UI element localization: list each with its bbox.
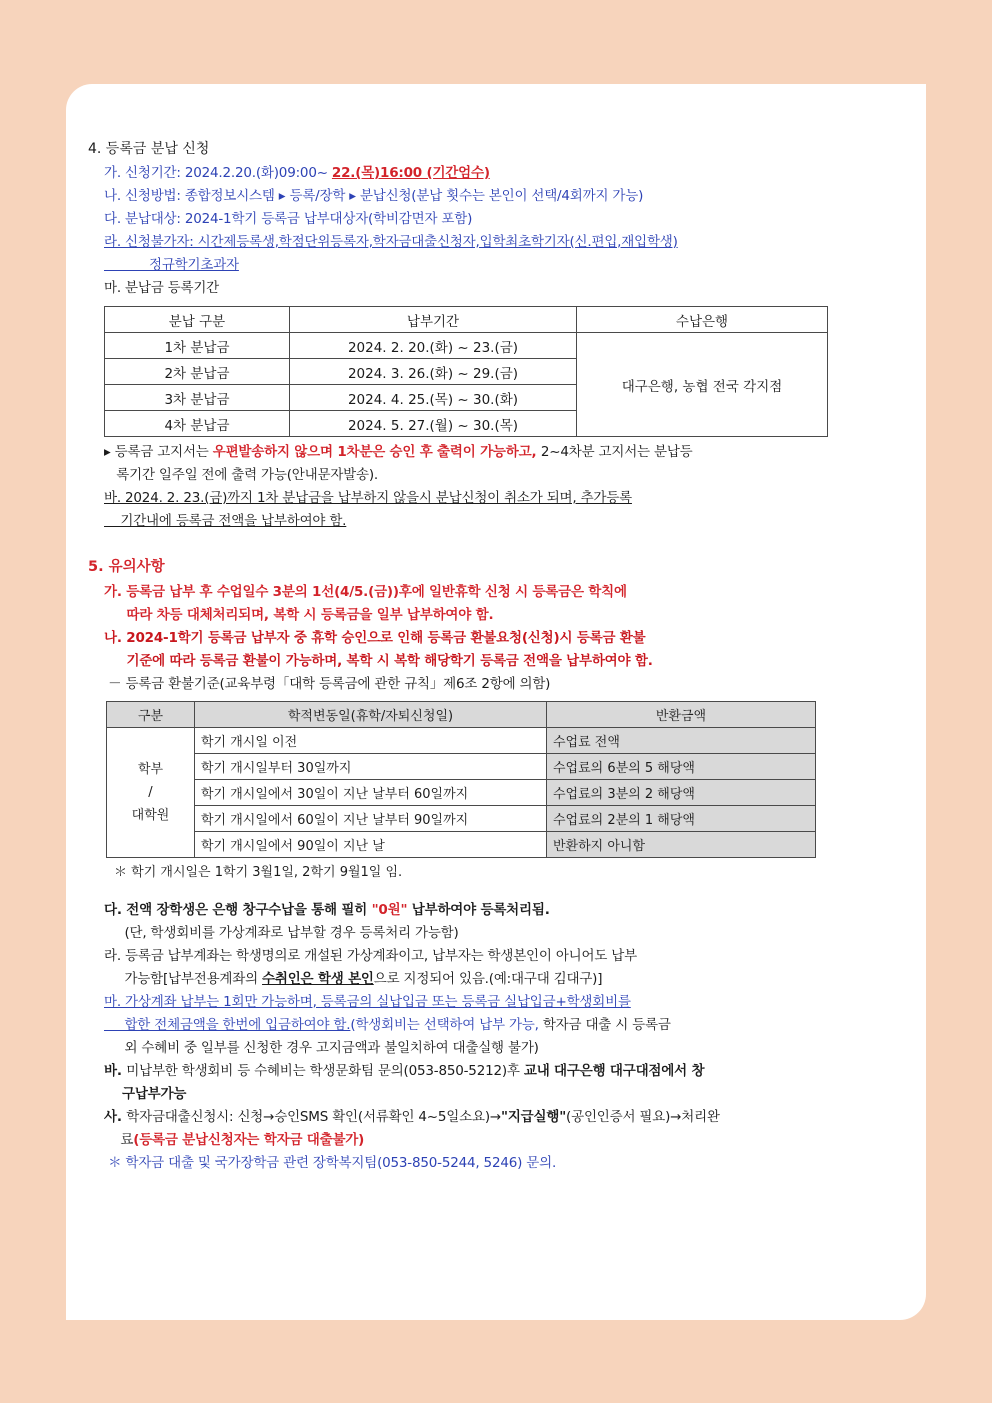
th-change-date: 학적변동일(휴학/자퇴신청일) (195, 702, 547, 728)
text-line (88, 627, 888, 650)
text-run: "0원" (371, 902, 408, 918)
text-line (88, 277, 888, 300)
text-run: 우편발송하지 않으며 1차분은 승인 후 출력이 가능하고, (212, 444, 541, 460)
th-gubun: 구분 (107, 702, 195, 728)
text-run: 합한 전체금액을 한번에 입금하여야 함. (104, 1017, 351, 1033)
th-gubun: 분납 구분 (105, 307, 290, 333)
table-row (107, 806, 816, 832)
text-run: 교내 대구은행 대구대점에서 창 (523, 1063, 705, 1079)
text-line (88, 1083, 888, 1106)
section-4-heading: 4. 등록금 분납 신청 (88, 141, 210, 157)
cell-status-change: 학기 개시일에서 90일이 지난 날 (195, 832, 547, 858)
text-run: (단, 학생회비를 가상계좌로 납부할 경우 등록처리 가능함) (104, 925, 459, 941)
table-row (107, 754, 816, 780)
table-row (105, 333, 828, 359)
cell-status-change: 학기 개시일에서 60일이 지난 날부터 90일까지 (195, 806, 547, 832)
document-content (88, 136, 888, 1175)
text-run: 가. 신청기간: 2024.2.20.(화)09:00~ (104, 165, 332, 181)
cell-status-change: 학기 개시일에서 30일이 지난 날부터 60일까지 (195, 780, 547, 806)
text-run: 사. (104, 1109, 127, 1125)
text-line (88, 968, 888, 991)
text-run: 나. 2024-1학기 등록금 납부자 중 휴학 승인으로 인해 등록금 환불요청(신청)시 등록금 환불 (104, 630, 646, 646)
text-run: 라. 등록금 납부계좌는 학생명의로 개설된 가상계좌이고, 납부자는 학생본인이 아니어도 납부 (104, 948, 637, 964)
text-run: 료 (104, 1132, 134, 1148)
text-run: ▸ 등록금 고지서는 (104, 444, 213, 460)
text-run: 따라 차등 대체처리되며, 복학 시 등록금을 일부 납부하여야 함. (104, 607, 494, 623)
group-label-line: / (148, 785, 153, 800)
group-label-line: 학부 (137, 762, 164, 777)
text-line (88, 1129, 888, 1152)
cell-refund-amount: 수업료 전액 (547, 728, 816, 754)
text-run: － 등록금 환불기준(교육부령「대학 등록금에 관한 규칙」제6조 2항에 의함) (104, 676, 551, 692)
text-run: 미납부한 학생회비 등 수혜비는 학생문화팀 문의(053-850-5212)후 (126, 1063, 524, 1079)
text-run: 외 수혜비 중 일부를 신청한 경우 고지금액과 불일치하여 대출실행 불가) (104, 1040, 539, 1056)
text-run: 납부하여야 등록처리됨. (407, 902, 550, 918)
text-line (88, 581, 888, 604)
table-row (107, 728, 816, 754)
text-run: (등록금 분납신청자는 학자금 대출불가) (133, 1132, 365, 1148)
cell-refund-amount: 수업료의 2분의 1 해당액 (547, 806, 816, 832)
text-line (88, 487, 888, 510)
table-row (107, 780, 816, 806)
text-run: 마. 가상계좌 납부는 1회만 가능하며, 등록금의 실납입금 또는 등록금 실납입금+학생회비를 (104, 994, 631, 1010)
cell-installment-label: 1차 분납금 (105, 333, 290, 359)
cell-payment-period: 2024. 5. 27.(월) ~ 30.(목) (290, 411, 577, 437)
refund-note: ＊ 학기 개시일은 1학기 3월1일, 2학기 9월1일 임. (114, 865, 403, 880)
text-run: 구납부가능 (104, 1086, 187, 1102)
installment-table (104, 306, 828, 437)
text-run: 바. (104, 1063, 127, 1079)
text-run: ＊ 학자금 대출 및 국가장학금 관련 장학복지팀(053-850-5244, 5246) 문의. (104, 1155, 557, 1171)
text-run: 으로 지정되어 있음.(예:대구대 김대구)] (373, 971, 603, 987)
text-run: 기준에 따라 등록금 환불이 가능하며, 복학 시 복학 해당학기 등록금 전액을 납부하여야 함. (104, 653, 653, 669)
text-line (88, 1014, 888, 1037)
text-line (88, 922, 888, 945)
text-run: 가. 등록금 납부 후 수업일수 3분의 1선(4/5.(금))후에 일반휴학 신청 시 등록금은 학칙에 (104, 584, 627, 600)
text-run: 다. 전액 장학생은 은행 창구수납을 통해 필히 (104, 902, 372, 918)
text-line (88, 945, 888, 968)
text-line (88, 673, 888, 696)
text-run: 2~4차분 고지서는 분납등 (540, 444, 693, 460)
document-page (66, 84, 926, 1320)
text-run: 가능함[납부전용계좌의 (104, 971, 263, 987)
cell-group-label (107, 728, 195, 858)
table-header-row (105, 307, 828, 333)
text-run: 학자금대출신청시: 신청→승인SMS 확인(서류확인 4~5일소요)→ (126, 1109, 501, 1125)
text-line (88, 1152, 888, 1175)
text-line (88, 441, 888, 464)
text-run: "지급실행" (501, 1109, 567, 1125)
text-run: 바. 2024. 2. 23.(금)까지 1차 분납금을 납부하지 않을시 분납신청이 취소가 되며, 추가등록 (104, 490, 632, 506)
group-label-line: 대학원 (131, 808, 170, 823)
section-5-lines (88, 581, 888, 696)
th-bank: 수납은행 (577, 307, 828, 333)
cell-installment-label: 2차 분납금 (105, 359, 290, 385)
table-row (107, 832, 816, 858)
text-line (88, 1060, 888, 1083)
cell-status-change: 학기 개시일부터 30일까지 (195, 754, 547, 780)
text-run: 다. 분납대상: 2024-1학기 등록금 납부대상자(학비감면자 포함) (104, 211, 473, 227)
cell-refund-amount: 반환하지 아니함 (547, 832, 816, 858)
cell-installment-label: 3차 분납금 (105, 385, 290, 411)
text-line (88, 604, 888, 627)
text-line (88, 1037, 888, 1060)
text-line (88, 185, 888, 208)
cell-payment-period: 2024. 4. 25.(목) ~ 30.(화) (290, 385, 577, 411)
text-run: 록기간 일주일 전에 출력 가능(안내문자발송). (104, 467, 379, 483)
th-period: 납부기간 (290, 307, 577, 333)
text-line (88, 464, 888, 487)
text-line (88, 254, 888, 277)
text-line (88, 208, 888, 231)
section-4-lines (88, 162, 888, 300)
cell-payment-period: 2024. 3. 26.(화) ~ 29.(금) (290, 359, 577, 385)
section-5-heading: 5. 유의사항 (88, 559, 165, 575)
text-run: 라. 신청불가자: 시간제등록생,학점단위등록자,학자금대출신청자,입학최초학기자(신.편입,재입학생) (104, 234, 678, 250)
text-run: (학생회비는 선택하여 납부 가능, (350, 1017, 543, 1033)
text-line (88, 510, 888, 533)
table-header-row (107, 702, 816, 728)
text-line (88, 650, 888, 673)
text-run: 수취인은 학생 본인 (262, 971, 374, 987)
text-run: 기간내에 등록금 전액을 납부하여야 함. (104, 513, 347, 529)
text-run: 22.(목)16:00 (기간엄수) (331, 165, 490, 181)
after-installment-notes (88, 441, 888, 533)
refund-criteria-table (106, 701, 816, 858)
text-line (88, 899, 888, 922)
text-line (88, 1106, 888, 1129)
text-run: 나. 신청방법: 종합정보시스템 ▸ 등록/장학 ▸ 분납신청(분납 횟수는 본인이 선택/4회까지 가능) (104, 188, 644, 204)
text-line (88, 231, 888, 254)
cell-installment-label: 4차 분납금 (105, 411, 290, 437)
text-run: 마. 분납금 등록기간 (104, 280, 220, 296)
text-run: 정규학기초과자 (104, 257, 239, 273)
th-refund-amount: 반환금액 (547, 702, 816, 728)
cell-refund-amount: 수업료의 3분의 2 해당액 (547, 780, 816, 806)
text-run: (공인인증서 필요)→처리완 (566, 1109, 720, 1125)
cell-refund-amount: 수업료의 6분의 5 해당액 (547, 754, 816, 780)
cell-payment-period: 2024. 2. 20.(화) ~ 23.(금) (290, 333, 577, 359)
text-line (88, 162, 888, 185)
tail-lines (88, 899, 888, 1175)
cell-bank: 대구은행, 농협 전국 각지점 (577, 333, 828, 437)
text-run: 학자금 대출 시 등록금 (542, 1017, 671, 1033)
cell-status-change: 학기 개시일 이전 (195, 728, 547, 754)
text-line (88, 991, 888, 1014)
